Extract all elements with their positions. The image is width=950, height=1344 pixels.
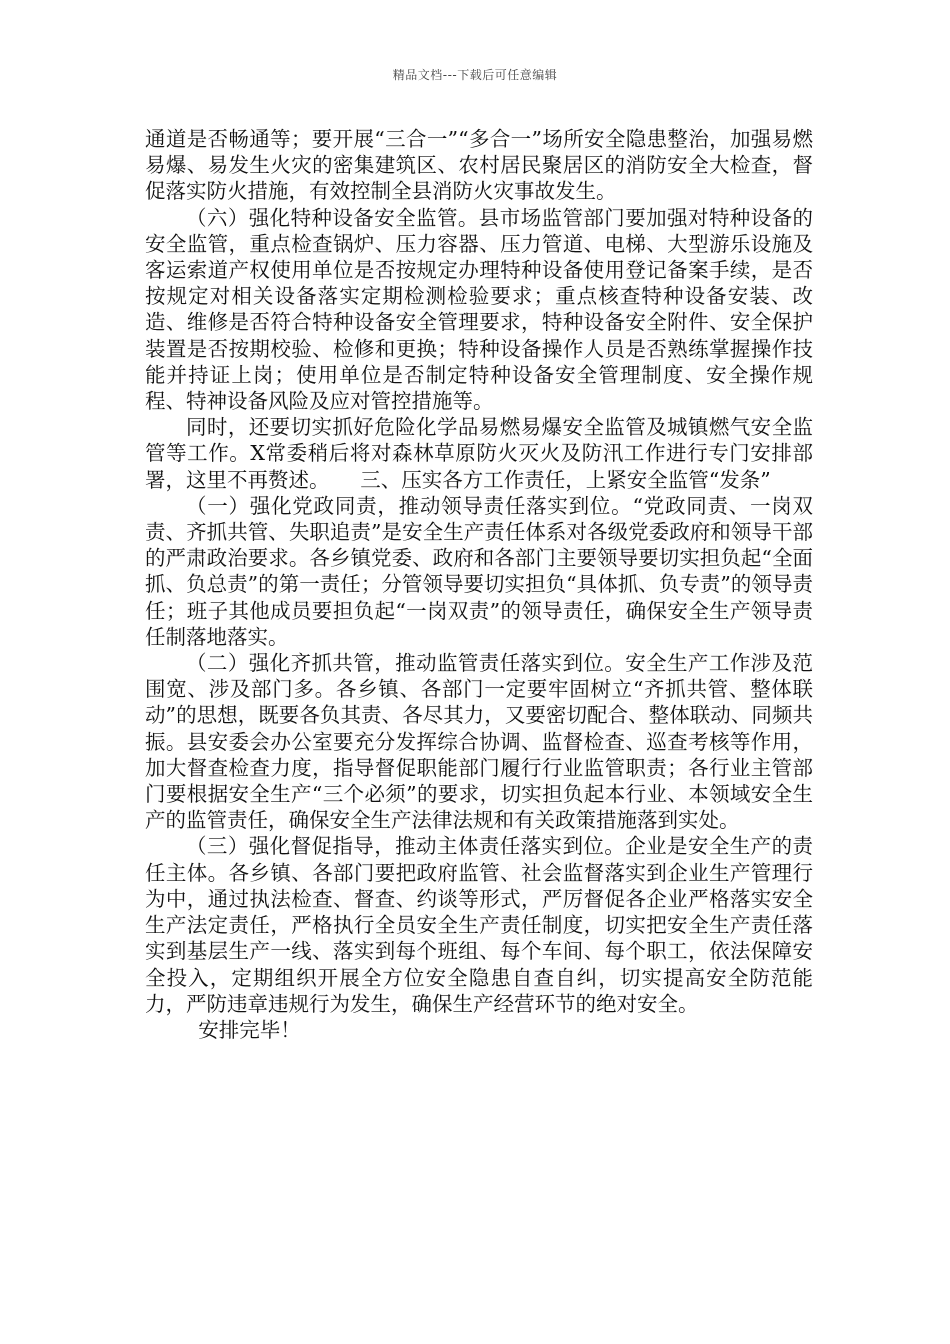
- paragraph-special-equipment: （六）强化特种设备安全监管。县市场监管部门要加强对特种设备的安全监管，重点检查锅炉、压力容器、压力管道、电梯、大型游乐设施及客运索道产权使用单位是否按规定办理特种设备使用登记备案手续，是否按规定对相关设备落实定期检测检验要求；重点核查特种设备安装、改造、维修是否符合特种设备安全管理要求，特种设备安全附件、安全保护装置是否按期校验、检修和更换；特种设备操作人员是否熟练掌握操作技能并持证上岗；使用单位是否制定特种设备安全管理制度、安全操作规程、特神设备风险及应对管控措施等。: [145, 205, 813, 414]
- paragraph-joint-supervision: （二）强化齐抓共管，推动监管责任落实到位。安全生产工作涉及范围宽、涉及部门多。各乡镇、各部门一定要牢固树立“齐抓共管、整体联动”的思想，既要各负其责、各尽其力，又要密切配合、整体联动、同频共振。县安委会办公室要充分发挥综合协调、监督检查、巡查考核等作用，加大督查检查力度，指导督促职能部门履行行业监管职责；各行业主管部门要根据安全生产“三个必须”的要求，切实担负起本行业、本领域安全生产的监管责任，确保安全生产法律法规和有关政策措施落到实处。: [145, 651, 813, 833]
- document-body: [145, 126, 813, 1043]
- paragraph-hazardous-chemicals: 同时，还要切实抓好危险化学品易燃易爆安全监管及城镇燃气安全监管等工作。X常委稍后将对森林草原防火灭火及防汛工作进行专门安排部署，这里不再赘述。 三、压实各方工作责任，上紧安全监管“发条”: [145, 415, 813, 492]
- paragraph-party-government-responsibility: （一）强化党政同责，推动领导责任落实到位。“党政同责、一岗双责、齐抓共管、失职追责”是安全生产责任体系对各级党委政府和领导干部的严肃政治要求。各乡镇党委、政府和各部门主要领导要切实担负起“全面抓、负总责”的第一责任；分管领导要切实担负“具体抓、负专责”的领导责任；班子其他成员要担负起“一岗双责”的领导责任，确保安全生产领导责任制落地落实。: [145, 493, 813, 649]
- paragraph-enterprise-responsibility: （三）强化督促指导，推动主体责任落实到位。企业是安全生产的责任主体。各乡镇、各部门要把政府监管、社会监督落实到企业生产管理行为中，通过执法检查、督查、约谈等形式，严厉督促各企业严格落实安全生产法定责任，严格执行全员安全生产责任制度，切实把安全生产责任落实到基层生产一线、落实到每个班组、每个车间、每个职工，依法保障安全投入，定期组织开展全方位安全隐患自查自纠，切实提高安全防范能力，严防违章违规行为发生，确保生产经营环节的绝对安全。: [145, 834, 813, 1016]
- paragraph-closing: 安排完毕！: [198, 1017, 301, 1042]
- page-header-note: 精品文档---下载后可任意编辑: [392, 68, 558, 82]
- paragraph-fire-safety-continued: 通道是否畅通等；要开展“三合一”“多合一”场所安全隐患整治，加强易燃易爆、易发生火灾的密集建筑区、农村居民聚居区的消防安全大检查，督促落实防火措施，有效控制全县消防火灾事故发生。: [145, 127, 813, 204]
